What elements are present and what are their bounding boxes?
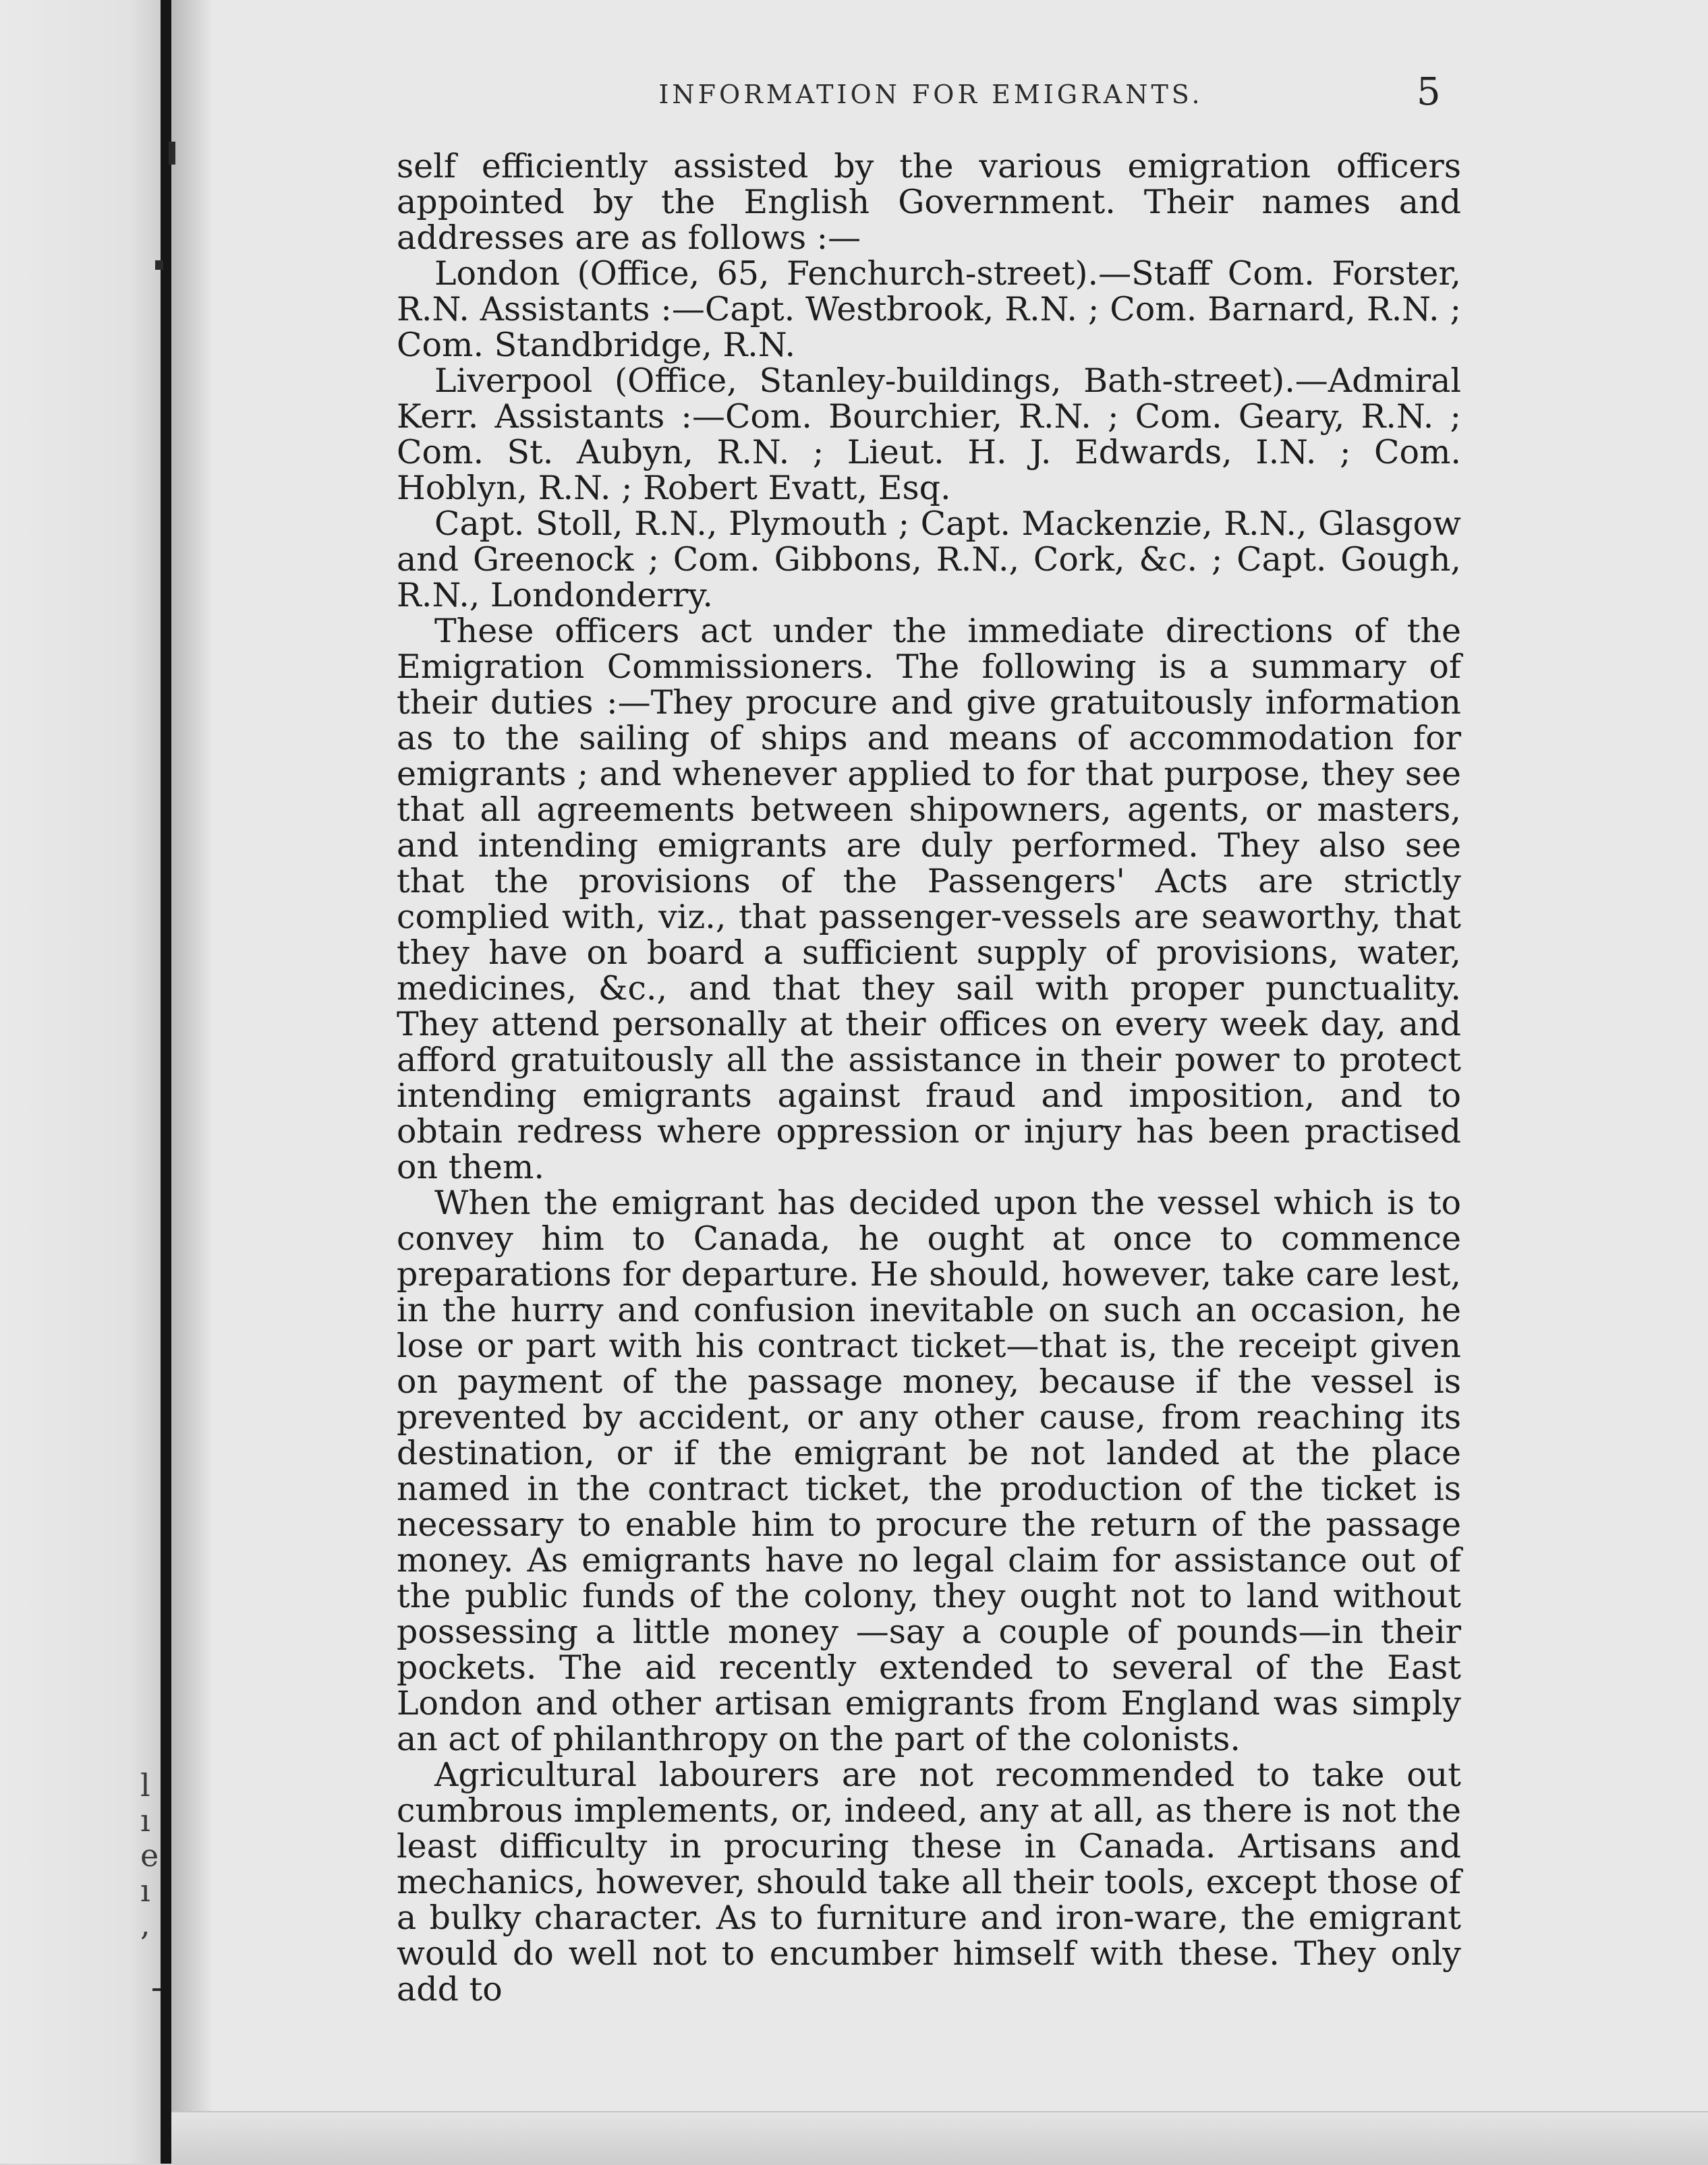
margin-mark (169, 142, 175, 165)
margin-fragment: ı (140, 1802, 150, 1839)
gutter-shadow (171, 0, 212, 2164)
paragraph: London (Office, 65, Fenchurch-street).—Staff Com. Forster, R.N. Assistants :—Capt. Westbrook, R.N. ; Com. Barnard, R.N. ; Com. Standbridge, R.N. (397, 254, 1461, 364)
paragraph: self efficiently assisted by the various emigration officers appointed by the English Government. Their names and addresses are as follows :— (397, 147, 1461, 257)
margin-fragment: l (140, 1767, 150, 1803)
page-bottom-edge (171, 2111, 1708, 2165)
body-text (397, 148, 1461, 2007)
margin-mark (152, 1988, 161, 1991)
paragraph: Capt. Stoll, R.N., Plymouth ; Capt. Mackenzie, R.N., Glasgow and Greenock ; Com. Gibbons, R.N., Cork, &c. ; Capt. Gough, R.N., Londonderry. (397, 504, 1461, 614)
paragraph: These officers act under the immediate directions of the Emigration Commissioners. The following is a summary of their duties :—They procure and give gratuitously information as to the sailing of ships and means of accommodation for emigrants ; and whenever applied to for that purpose, they see that all agreements between shipowners, agents, or masters, and intending emigrants are duly performed. They also see that the provisions of the Passengers' Acts are strictly complied with, viz., that passenger-vessels are seaworthy, that they have on board a sufficient supply of provisions, water, medicines, &c., and that they sail with proper punctuality. They attend personally at their offices on every week day, and afford gratuitously all the assistance in their power to protect intending emigrants against fraud and imposition, and to obtain redress where oppression or injury has been practised on them. (397, 612, 1461, 1186)
running-head: INFORMATION FOR EMIGRANTS. (658, 80, 1203, 109)
margin-fragment: e (140, 1837, 159, 1874)
margin-mark (155, 260, 163, 270)
page-number: 5 (1417, 70, 1441, 114)
paragraph: Liverpool (Office, Stanley-buildings, Bath-street).—Admiral Kerr. Assistants :—Com. Bourchier, R.N. ; Com. Geary, R.N. ; Com. St. Aubyn, R.N. ; Lieut. H. J. Edwards, I.N. ; Com. Hoblyn, R.N. ; Robert Evatt, Esq. (397, 362, 1461, 507)
paragraph: When the emigrant has decided upon the vessel which is to convey him to Canada, he ought at once to commence preparations for departure. He should, however, take care lest, in the hurry and confusion inevitable on such an occasion, he lose or part with his contract ticket—that is, the receipt given on payment of the passage money, because if the vessel is prevented by accident, or any other cause, from reaching its destination, or if the emigrant be not landed at the place named in the contract ticket, the production of the ticket is necessary to enable him to procure the return of the passage money. As emigrants have no legal claim for assistance out of the public funds of the colony, they ought not to land without possessing a little money —say a couple of pounds—in their pockets. The aid recently extended to several of the East London and other artisan emigrants from England was simply an act of philanthropy on the part of the colonists. (397, 1184, 1461, 1758)
margin-fragment: , (140, 1906, 150, 1942)
binding-gutter (161, 0, 171, 2164)
margin-fragment: ı (140, 1872, 150, 1909)
facing-page-edge (0, 0, 161, 2164)
paragraph: Agricultural labourers are not recommended to take out cumbrous implements, or, indeed, any at all, as there is not the least difficulty in procuring these in Canada. Artisans and mechanics, however, should take all their tools, except those of a bulky character. As to furniture and iron-ware, the emigrant would do well not to encumber himself with these. They only add to (397, 1756, 1461, 2009)
